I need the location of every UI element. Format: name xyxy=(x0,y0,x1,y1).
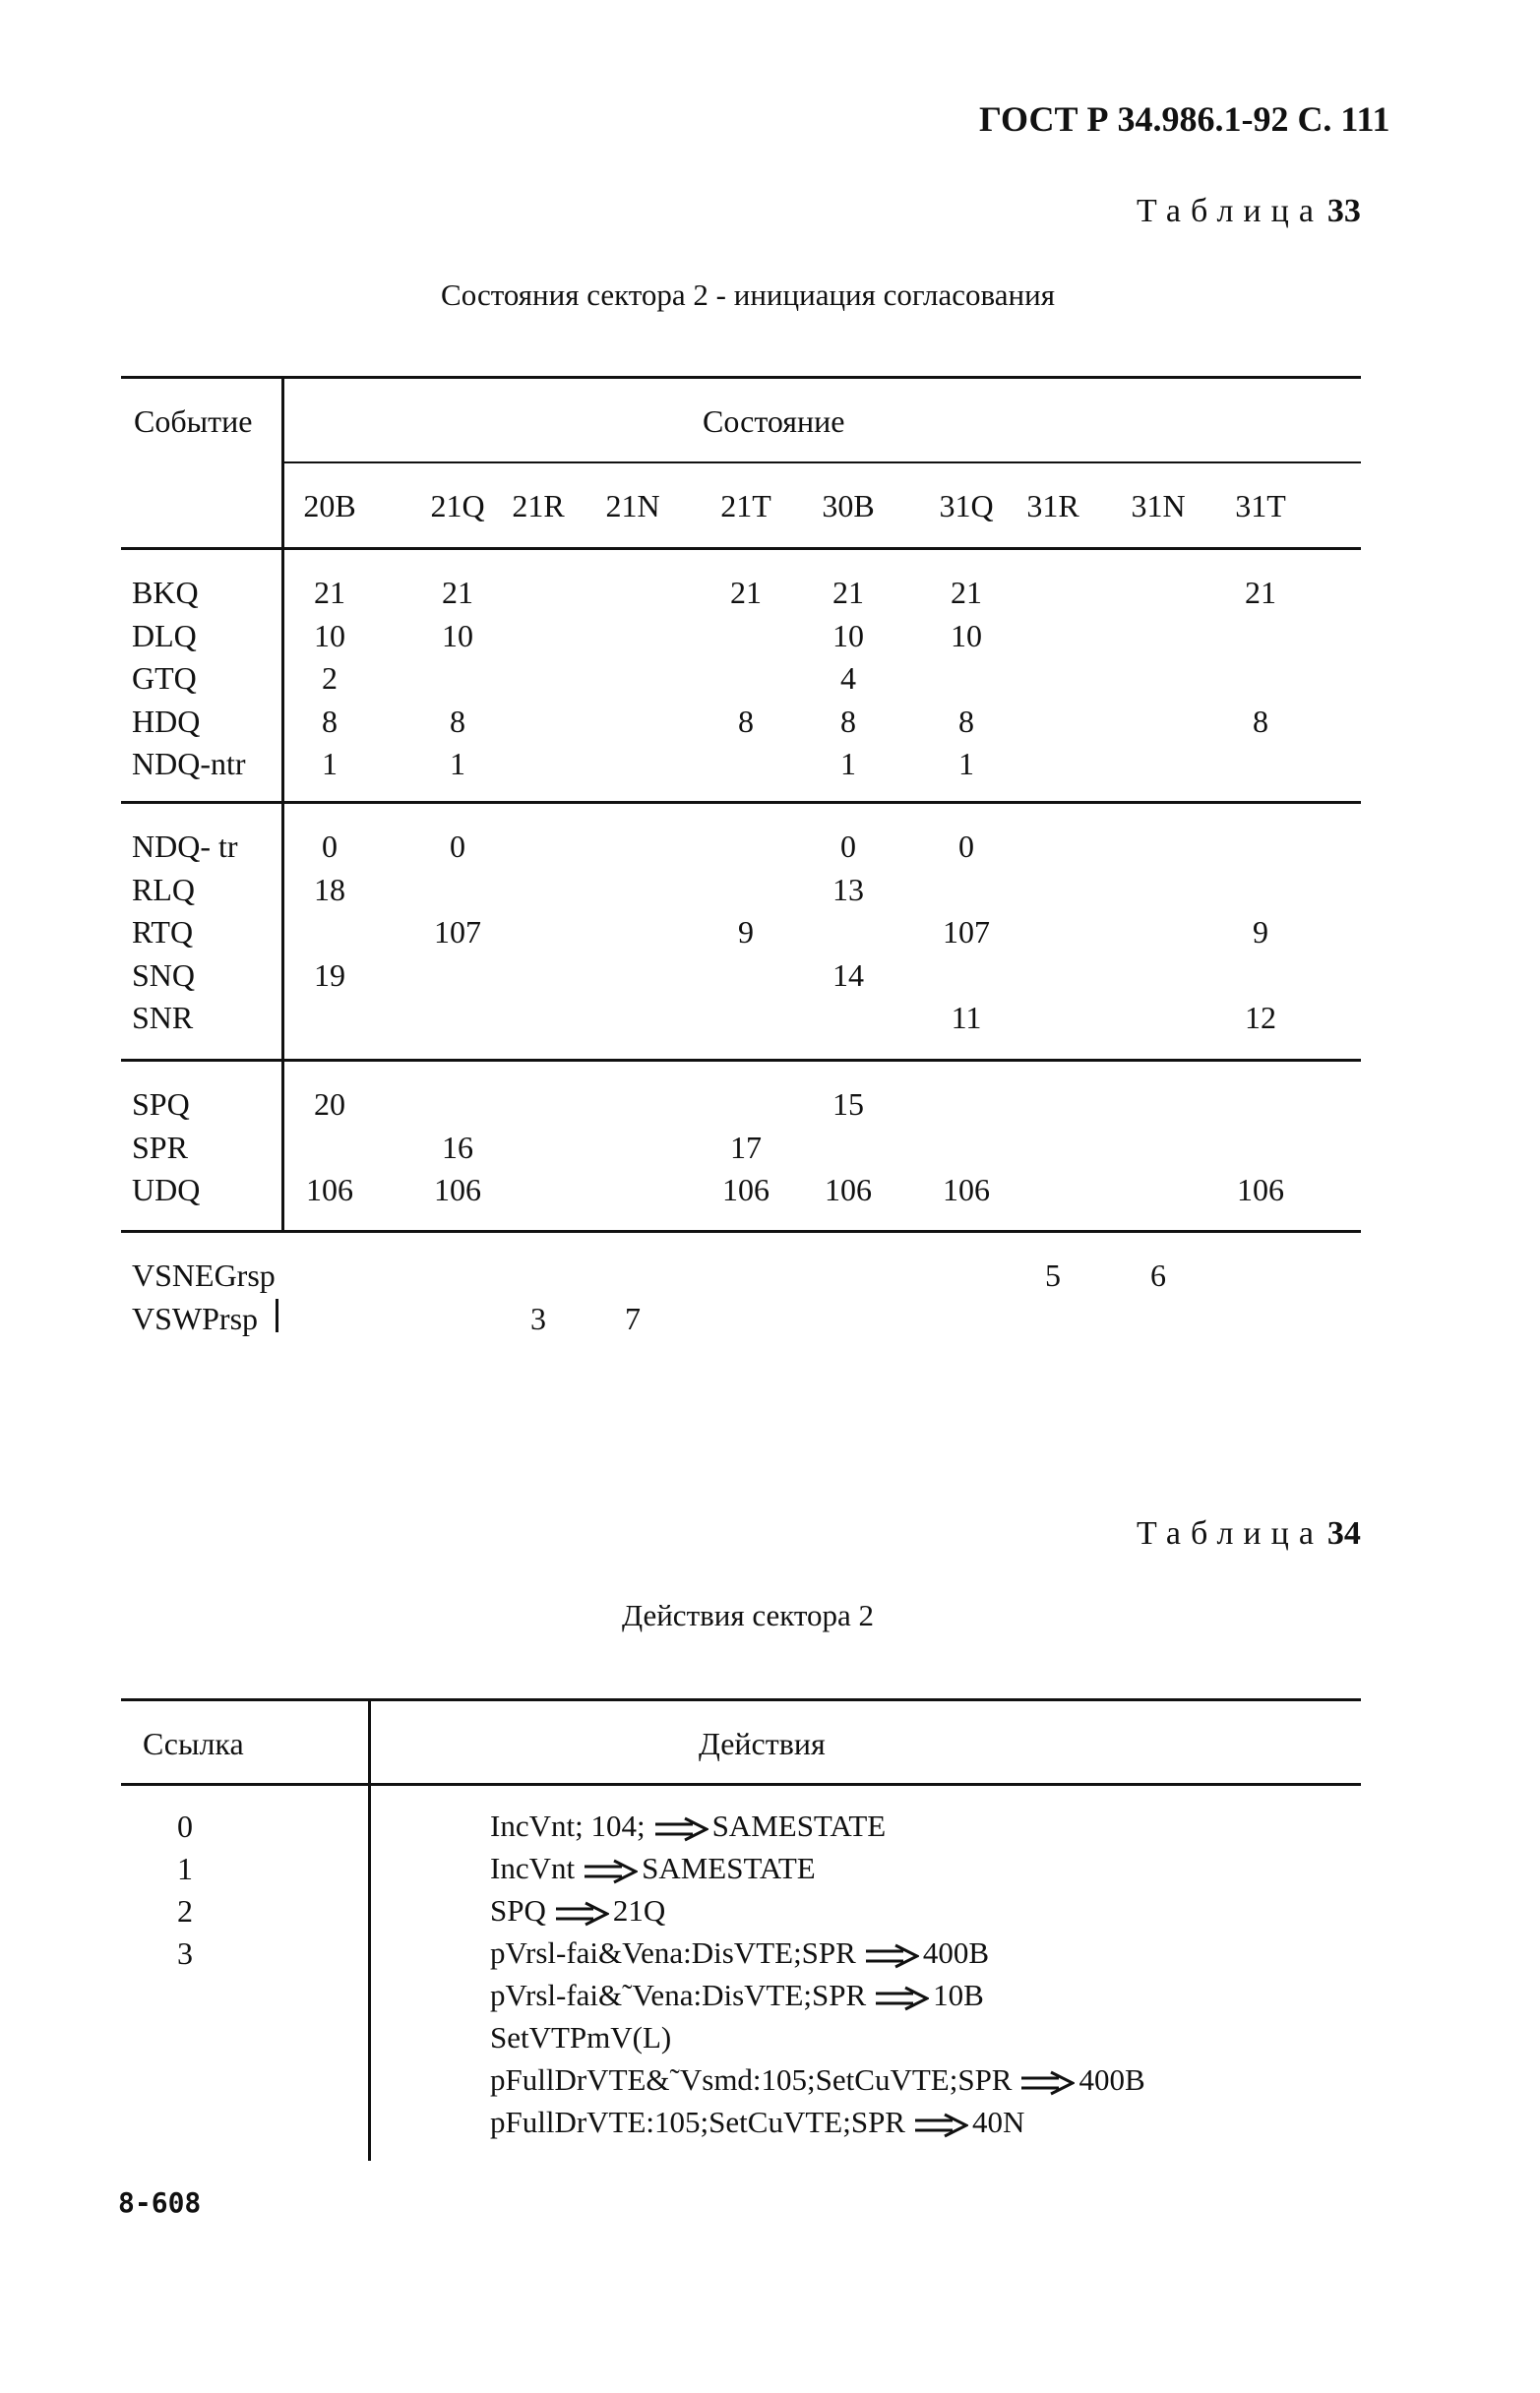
table34-top-rule xyxy=(121,1698,1361,1701)
table33-header-rule xyxy=(121,547,1361,550)
table34-action-line xyxy=(490,2020,671,2056)
table34-action-line xyxy=(490,1935,989,1971)
table33-cell: 9 xyxy=(1253,914,1268,951)
table33-event-label: VSNEGrsp xyxy=(132,1258,276,1293)
table33-cell: 106 xyxy=(722,1172,770,1208)
table33-event-label: SPR xyxy=(132,1129,188,1165)
table33-column-header: 20B xyxy=(303,488,356,523)
table33-event-label: NDQ-ntr xyxy=(132,746,246,782)
table33-column-header: 31R xyxy=(1026,488,1079,523)
table33-cell: 2 xyxy=(322,660,338,697)
table34-title: Действия сектора 2 xyxy=(621,1598,875,1632)
table33-event-label: VSWPrsp xyxy=(132,1300,259,1336)
table33-column-header: 21T xyxy=(720,488,771,523)
table34-action-line xyxy=(490,1978,984,2013)
table33-event-label: BKQ xyxy=(132,575,199,610)
table33-cell: 106 xyxy=(434,1172,481,1208)
table33-cell: 106 xyxy=(306,1172,353,1208)
table34-ref-header: Ссылка xyxy=(143,1726,244,1761)
table34-action-text: pFullDrVTE:105;SetCuVTE;SPR xyxy=(490,2105,905,2139)
table34-action-line xyxy=(490,1809,886,1844)
table33-event-header: Событие xyxy=(134,403,253,439)
table34-action-text: SetVTPmV(L) xyxy=(490,2020,672,2055)
table33-state-rule xyxy=(282,461,1361,463)
table33-cell: 0 xyxy=(840,828,856,864)
table34-actions-header: Действия xyxy=(699,1726,826,1761)
table33-divider-tail xyxy=(276,1299,278,1332)
table33-cell: 21 xyxy=(442,575,473,610)
table33-cell: 9 xyxy=(738,914,754,951)
table33-cell: 7 xyxy=(625,1300,641,1336)
table34-action-text: pVrsl-fai&˜Vena:DisVTE;SPR xyxy=(490,1978,867,2012)
table33-cell: 14 xyxy=(832,956,864,993)
table34-action-text: pVrsl-fai&Vena:DisVTE;SPR xyxy=(490,1935,856,1970)
table33-event-label: RLQ xyxy=(132,871,195,907)
table33-cell: 4 xyxy=(840,660,856,697)
table34-action-target: 10B xyxy=(933,1978,984,2012)
table34-header-rule xyxy=(121,1783,1361,1786)
table33-cell: 6 xyxy=(1150,1258,1166,1293)
table33-cell: 10 xyxy=(442,617,473,653)
table34-caption-number: 34 xyxy=(1326,1515,1361,1552)
table34-action-target: 21Q xyxy=(612,1893,666,1928)
table33-top-rule xyxy=(121,376,1361,379)
table33-cell: 1 xyxy=(958,746,974,782)
double-arrow-icon xyxy=(554,1901,609,1927)
table33-cell: 106 xyxy=(825,1172,872,1208)
table33-column-header: 31Q xyxy=(939,488,994,523)
table33-cell: 15 xyxy=(832,1086,864,1122)
table33-cell: 10 xyxy=(314,617,345,653)
table33-event-label: RTQ xyxy=(132,914,194,951)
table33-cell: 18 xyxy=(314,871,345,907)
table33-cell: 8 xyxy=(738,703,754,739)
table34-action-text: SPQ xyxy=(490,1893,546,1928)
table33-group1-rule xyxy=(121,801,1361,804)
table34-caption xyxy=(1137,1515,1361,1553)
table33-cell: 17 xyxy=(730,1129,762,1165)
table33-cell: 10 xyxy=(951,617,982,653)
table33-column-header: 31T xyxy=(1235,488,1286,523)
table33-cell: 1 xyxy=(450,746,465,782)
double-arrow-icon xyxy=(1019,2070,1075,2096)
table33-cell: 106 xyxy=(1237,1172,1284,1208)
table33-event-label: SNR xyxy=(132,1000,194,1036)
table33-cell: 21 xyxy=(951,575,982,610)
table34-action-target: 400B xyxy=(922,1935,990,1970)
table33-cell: 0 xyxy=(322,828,338,864)
table33-cell: 8 xyxy=(322,703,338,739)
table33-cell: 16 xyxy=(442,1129,473,1165)
table33-cell: 0 xyxy=(450,828,465,864)
table34-action-line xyxy=(490,2105,1024,2140)
table33-caption-label: Таблица xyxy=(1137,193,1324,229)
table33-group2-rule xyxy=(121,1059,1361,1062)
table33-cell: 20 xyxy=(314,1086,345,1122)
table33-cell: 5 xyxy=(1045,1258,1061,1293)
table34-action-line xyxy=(490,2062,1145,2098)
table33-cell: 21 xyxy=(314,575,345,610)
table34-action-target: 40N xyxy=(971,2105,1025,2139)
table33-cell: 107 xyxy=(434,914,481,951)
table33-column-header: 21Q xyxy=(430,488,485,523)
page-header-standard: ГОСТ Р 34.986.1-92 С. 111 xyxy=(979,99,1390,139)
table33-cell: 1 xyxy=(840,746,856,782)
table33-event-label: UDQ xyxy=(132,1172,201,1208)
table33-cell: 0 xyxy=(958,828,974,864)
table33-event-label: GTQ xyxy=(132,660,197,697)
table34-ref: 2 xyxy=(177,1893,193,1929)
table33-cell: 19 xyxy=(314,956,345,993)
table33-column-header: 21R xyxy=(512,488,565,523)
table34-action-target: 400B xyxy=(1078,2062,1145,2097)
table33-event-label: NDQ- tr xyxy=(132,828,238,864)
table33-cell: 8 xyxy=(450,703,465,739)
table33-caption xyxy=(1137,193,1361,230)
table33-cell: 8 xyxy=(958,703,974,739)
table34-action-text: pFullDrVTE&˜Vsmd:105;SetCuVTE;SPR xyxy=(490,2062,1013,2097)
table34-action-line xyxy=(490,1851,816,1886)
table34-action-target: SAMESTATE xyxy=(711,1809,887,1843)
table34-action-line xyxy=(490,1893,665,1929)
table33-cell: 21 xyxy=(730,575,762,610)
table33-cell: 12 xyxy=(1245,1000,1276,1036)
table33-caption-number: 33 xyxy=(1326,193,1361,229)
table33-event-label: SPQ xyxy=(132,1086,190,1122)
table33-title: Состояния сектора 2 - инициация согласования xyxy=(441,277,1055,312)
table34-ref: 1 xyxy=(177,1851,193,1886)
table33-cell: 106 xyxy=(943,1172,990,1208)
table33-cell: 11 xyxy=(951,1000,982,1036)
table33-cell: 8 xyxy=(840,703,856,739)
table34-ref: 3 xyxy=(177,1935,193,1971)
table34-column-divider xyxy=(368,1698,371,2161)
table33-column-header: 21N xyxy=(605,488,660,523)
table33-cell: 3 xyxy=(530,1300,546,1336)
table33-cell: 21 xyxy=(832,575,864,610)
table33-event-label: SNQ xyxy=(132,956,196,993)
page-footer-code: 8-608 xyxy=(118,2186,202,2219)
table33-group3-rule xyxy=(121,1230,1361,1233)
table33-cell: 13 xyxy=(832,871,864,907)
table33-cell: 8 xyxy=(1253,703,1268,739)
double-arrow-icon xyxy=(583,1859,638,1884)
table33-event-label: DLQ xyxy=(132,617,197,653)
table33-cell: 10 xyxy=(832,617,864,653)
table33-cell: 21 xyxy=(1245,575,1276,610)
double-arrow-icon xyxy=(913,2113,968,2138)
table34-caption-label: Таблица xyxy=(1137,1515,1324,1552)
double-arrow-icon xyxy=(653,1816,708,1842)
table34-action-target: SAMESTATE xyxy=(642,1851,816,1885)
table33-column-divider xyxy=(281,376,284,1232)
table33-state-header: Состояние xyxy=(703,403,845,439)
table33-event-label: HDQ xyxy=(132,703,201,739)
table34-action-text: IncVnt; 104; xyxy=(490,1809,646,1843)
table33-column-header: 31N xyxy=(1131,488,1186,523)
table34-action-text: IncVnt xyxy=(490,1851,576,1885)
table33-cell: 1 xyxy=(322,746,338,782)
table33-column-header: 30B xyxy=(822,488,875,523)
table34-ref: 0 xyxy=(177,1809,193,1844)
double-arrow-icon xyxy=(864,1943,919,1969)
double-arrow-icon xyxy=(874,1986,929,2011)
table33-cell: 107 xyxy=(943,914,990,951)
